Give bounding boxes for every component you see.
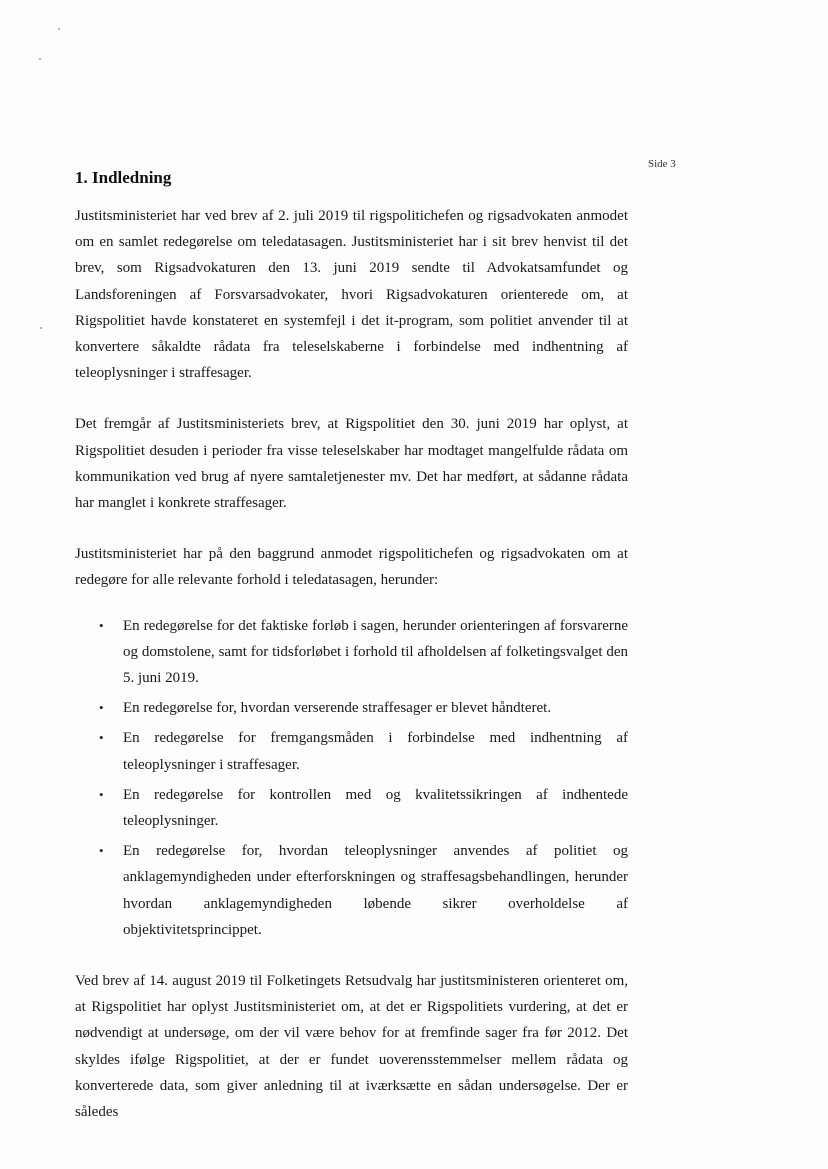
list-item-text: En redegørelse for, hvordan teleoplysninger anvendes af politiet og anklagemyndigheden under efterforskningen og straffesagsbehandlingen, herunder hvordan anklagemyndigheden løbende sikrer overholdelse af objektivitetsprincippet.: [123, 843, 628, 938]
bullet-icon: •: [99, 786, 104, 802]
list-item-text: En redegørelse for, hvordan verserende straffesager er blevet håndteret.: [123, 700, 552, 717]
body-text: [75, 203, 628, 1150]
list-item: [99, 725, 628, 777]
list-item: [99, 782, 628, 834]
paragraph-2: Det fremgår af Justitsministeriets brev, at Rigspolitiet den 30. juni 2019 har oplyst, at Rigspolitiet desuden i perioder fra visse teleselskaber har modtaget mangelfulde rådata om kommunikation ved brug af nyere samtaletjenester mv. Det har medført, at sådanne rådata har manglet i konkrete straffesager.: [75, 416, 628, 512]
list-item-text: En redegørelse for fremgangsmåden i forbindelse med indhentning af teleoplysninger i straffesager.: [123, 730, 628, 773]
section-heading: 1. Indledning: [75, 168, 172, 187]
bullet-icon: •: [99, 730, 104, 746]
page-number: Side 3: [648, 158, 676, 170]
requirements-list: [75, 613, 628, 943]
list-item: [99, 613, 628, 692]
scan-speck: [40, 327, 42, 329]
scan-speck: [58, 28, 60, 30]
paragraph-3: Justitsministeriet har på den baggrund anmodet rigspolitichefen og rigsadvokaten om at redegøre for alle relevante forhold i teledatasagen, herunder:: [75, 546, 628, 589]
bullet-icon: •: [99, 700, 104, 716]
list-item: [99, 838, 628, 943]
paragraph-1: Justitsministeriet har ved brev af 2. juli 2019 til rigspolitichefen og rigsadvokaten anmodet om en samlet redegørelse om teledatasagen. Justitsministeriet har i sit brev henvist til det brev, som Rigsadvokaturen den 13. juni 2019 sendte til Advokatsamfundet og Landsforeningen af Forsvarsadvokater, hvori Rigsadvokaturen orienterede om, at Rigspolitiet havde konstateret en systemfejl i det it-program, som politiet anvender til at konvertere såkaldte rådata fra teleselskaberne i forbindelse med indhentning af teleoplysninger i straffesager.: [75, 208, 628, 382]
scan-speck: [39, 58, 41, 60]
closing-paragraph: Ved brev af 14. august 2019 til Folketingets Retsudvalg har justitsministeren orienteret om, at Rigspolitiet har oplyst Justitsministeriet om, at det er Rigspolitiets vurdering, at det er nødvendigt at undersøge, om der vil være behov for at fremfinde sager fra før 2012. Det skyldes ifølge Rigspolitiet, at der er fundet uoverensstemmelser mellem rådata og konverterede data, som giver anledning til at iværksætte en sådan undersøgelse. Der er således: [75, 973, 628, 1121]
list-item: [99, 695, 628, 721]
list-item-text: En redegørelse for kontrollen med og kvalitetssikringen af indhentede teleoplysninger.: [123, 786, 628, 830]
bullet-icon: •: [99, 843, 104, 859]
bullet-icon: •: [99, 617, 104, 633]
list-item-text: En redegørelse for det faktiske forløb i sagen, herunder orienteringen af forsvarerne og domstolene, samt for tidsforløbet i forhold til afholdelsen af folketingsvalget den 5. juni 2019.: [123, 617, 628, 687]
